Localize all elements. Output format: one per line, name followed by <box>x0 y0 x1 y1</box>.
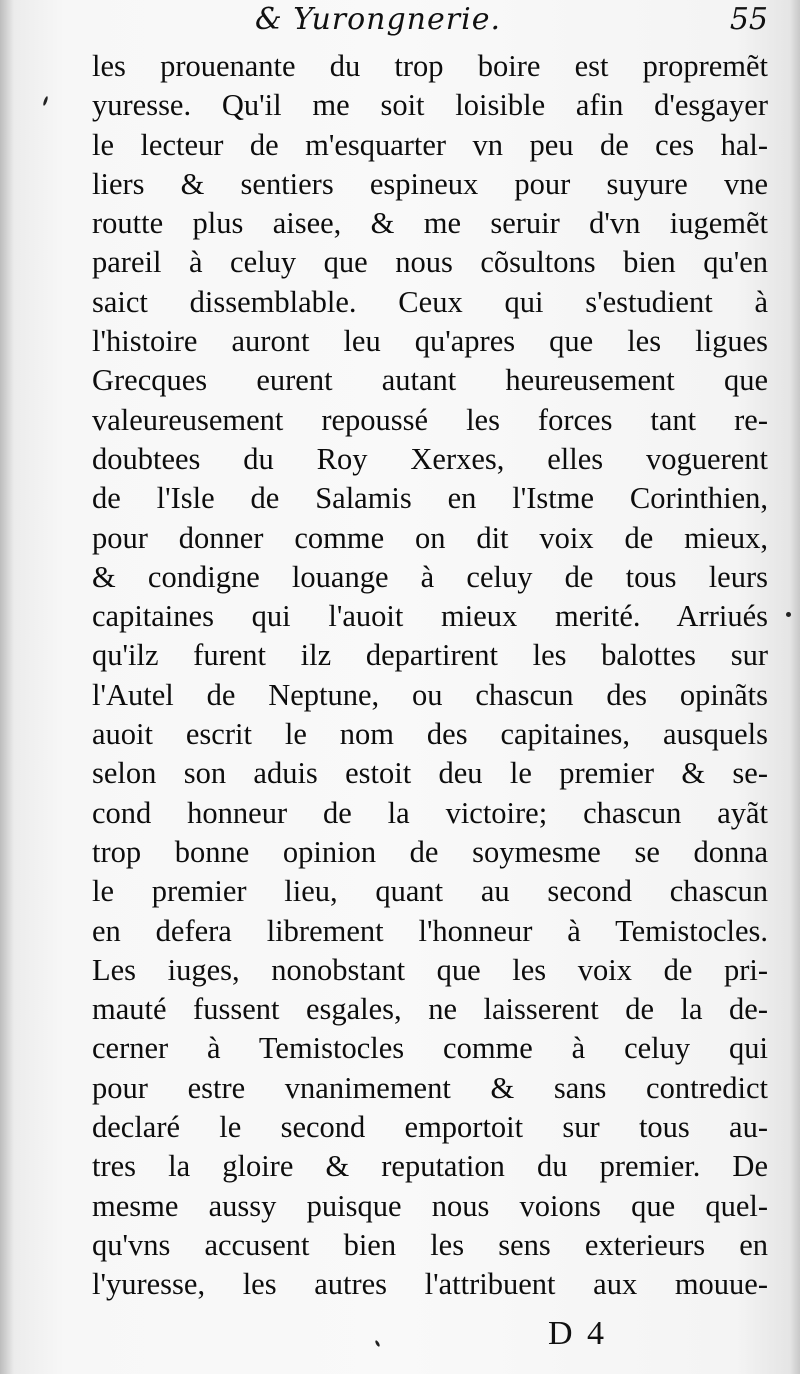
ink-speck <box>374 1340 380 1348</box>
text-line: Grecques eurent autant heureusement que <box>92 363 768 398</box>
text-line: doubtees du Roy Xerxes, elles voguerent <box>92 441 768 476</box>
signature-mark: D 4 <box>548 1315 608 1352</box>
text-line: tres la gloire & reputation du premier. De <box>92 1149 768 1184</box>
text-line: Les iuges, nonobstant que les voix de pri- <box>92 952 768 987</box>
text-line: le premier lieu, quant au second chascun <box>92 874 768 909</box>
text-line: valeureusement repoussé les forces tant re- <box>92 402 768 437</box>
text-line: routte plus aisee, & me seruir d'vn iugemẽt <box>92 206 768 241</box>
page-edge-shadow-left <box>0 0 14 1374</box>
text-line: qu'ilz furent ilz departirent les balottes sur <box>92 638 768 673</box>
text-line: l'histoire auront leu qu'apres que les ligues <box>92 324 768 359</box>
text-line: l'Autel de Neptune, ou chascun des opinãts <box>92 677 768 712</box>
text-line: cerner à Temistocles comme à celuy qui <box>92 1031 768 1066</box>
text-line: selon son aduis estoit deu le premier & se- <box>92 756 768 791</box>
page-number: 55 <box>729 2 768 37</box>
text-line: qu'vns accusent bien les sens exterieurs en <box>92 1227 768 1262</box>
text-line: pour estre vnanimement & sans contredict <box>92 1070 768 1105</box>
text-line: les prouenante du trop boire est propremẽt <box>92 49 768 83</box>
text-line: en defera librement l'honneur à Temistocles. <box>92 913 768 948</box>
text-line: pour donner comme on dit voix de mieux, <box>92 520 768 555</box>
text-line: & condigne louange à celuy de tous leurs <box>92 559 768 594</box>
running-head <box>0 2 800 42</box>
text-line: liers & sentiers espineux pour suyure vne <box>92 166 768 201</box>
text-line: de l'Isle de Salamis en l'Istme Corinthien, <box>92 481 768 516</box>
text-line: l'yuresse, les autres l'attribuent aux mouue- <box>92 1267 768 1302</box>
text-line: mesme aussy puisque nous voions que quel- <box>92 1188 768 1223</box>
text-line: yuresse. Qu'il me soit loisible afin d'esgayer <box>92 88 768 123</box>
text-line: saict dissemblable. Ceux qui s'estudient à <box>92 284 768 319</box>
ink-speck <box>42 96 48 106</box>
page-edge-shadow-right <box>790 0 800 1374</box>
ink-speck <box>786 612 791 617</box>
text-line: le lecteur de m'esquarter vn peu de ces hal- <box>92 127 768 162</box>
text-line: pareil à celuy que nous cõsultons bien qu'en <box>92 245 768 280</box>
body-text <box>92 47 768 1305</box>
text-line: cond honneur de la victoire; chascun ayãt <box>92 795 768 830</box>
text-line: capitaines qui l'auoit mieux merité. Arriués <box>92 599 768 634</box>
text-line: trop bonne opinion de soymesme se donna <box>92 834 768 869</box>
running-title: & Yurongnerie. <box>255 2 501 37</box>
text-line: declaré le second emportoit sur tous au- <box>92 1110 768 1145</box>
text-line: mauté fussent esgales, ne laisserent de la de- <box>92 992 768 1027</box>
text-line: auoit escrit le nom des capitaines, ausquels <box>92 717 768 752</box>
